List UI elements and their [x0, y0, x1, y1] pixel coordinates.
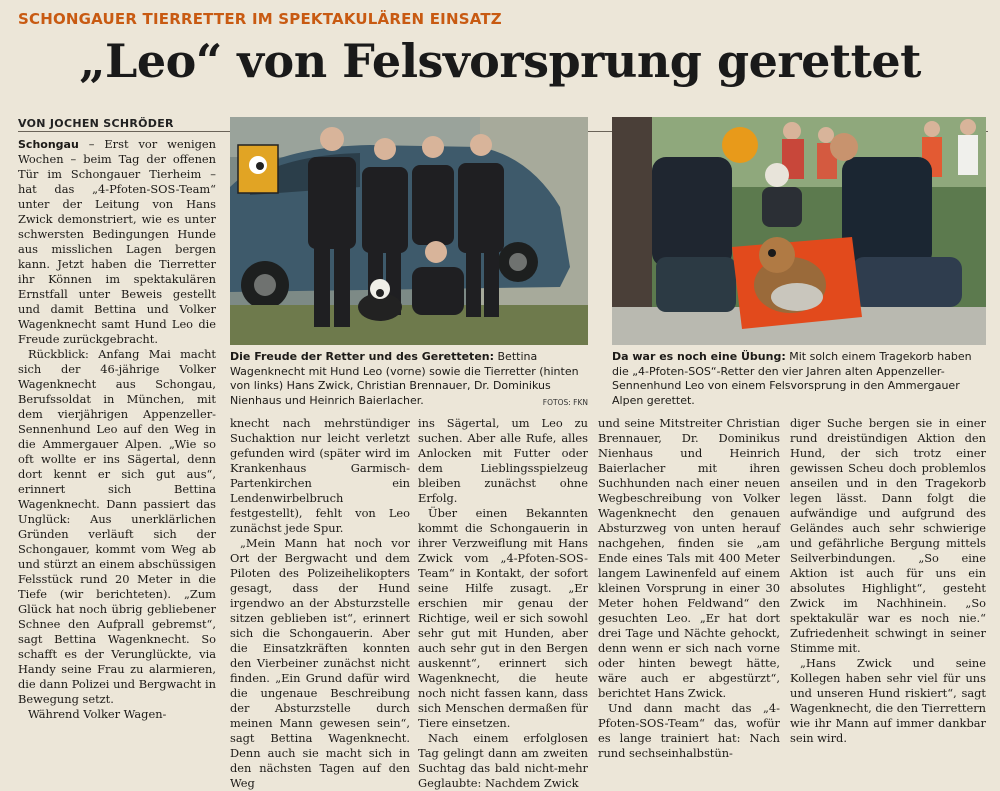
photo1-caption	[230, 350, 588, 408]
photo-rescuers-group	[230, 117, 588, 345]
photo1-caption-text: Bettina Wagenknecht mit Hund Leo (vorne) sowie die Tierretter (hinten von links) Hans Zwick, Christian Brennauer, Dr. Dominikus Nienhaus und Heinrich Baierlacher.	[230, 350, 579, 407]
paragraph	[18, 137, 216, 347]
paragraph-text: – Erst vor wenigen Wochen – beim Tag der offenen Tür im Schongauer Tierheim – hat das „4-Pfoten-SOS-Team“ unter der Leitung von Hans Zwick demonstriert, wie es unter schwersten Bedingungen Hunde aus misslichen Lagen bergen kann. Jetzt haben die Tierretter ihr Können im spektakulären Ernstfall unter Beweis gestellt und damit Bettina und Volker Wagenknecht samt Hund Leo die Freude zurückgebracht.	[18, 137, 216, 346]
paragraph: Rückblick: Anfang Mai macht sich der 46-jährige Volker Wagenknecht aus Schongau, Berufssoldat in München, mit dem vierjährigen Appenzeller-Sennenhund Leo auf den Weg in die Ammergauer Alpen. „Wie so oft wollte er ins Sägertal, denn dort kennt er sich gut aus“, erinnert sich Bettina Wagenknecht. Dann passiert das Unglück: Aus unerklärlichen Gründen verläuft sich der Schongauer, kommt vom Weg ab und stürzt an einem abschüssigen Felsstück rund 20 Meter in die Tiefe (wir berichteten). „Zum Glück hat noch übrig gebliebener Schnee den Aufprall gebremst“, sagt Bettina Wagenknecht. So schafft es der Verunglückte, via Handy seine Frau zu alarmieren, die dann Polizei und Bergwacht in Bewegung setzt.	[18, 347, 216, 706]
paragraph: „Hans Zwick und seine Kollegen haben sehr viel für uns und unseren Hund riskiert“, sagt Wagenknecht, die den Tierrettern wie ihr Mann auf immer dankbar sein wird.	[790, 656, 986, 745]
article-column-4	[598, 416, 780, 766]
article-column-2	[230, 416, 410, 790]
paragraph: und seine Mitstreiter Christian Brennauer, Dr. Dominikus Nienhaus und Heinrich Baierlacher mit ihren Suchhunden nach einer neuen Wegbeschreibung von Volker Wagenknecht den genauen Absturzweg von unten herauf nachgehen, finden sie „am Ende eines Tals mit 400 Meter langem Lawinenfeld auf einem kleinen Vorsprung in einer 30 Meter hohen Feldwand“ den gesuchten Leo. „Er hat dort drei Tage und Nächte gehockt, denn wenn er sich nach vorne oder hinten bewegt hätte, wäre auch er abgestürzt“, berichtet Hans Zwick.	[598, 416, 780, 700]
article-column-1	[18, 137, 216, 767]
paragraph: knecht nach mehrstündiger Suchaktion nur leicht verletzt gefunden wird (später wird im Krankenhaus Garmisch-Partenkirchen ein Lendenwirbelbruch festgestellt), fehlt von Leo zunächst jede Spur.	[230, 416, 410, 535]
photo2-caption-lead: Da war es noch eine Übung:	[612, 350, 786, 363]
headline: „Leo“ von Felsvorsprung gerettet	[79, 34, 921, 88]
paragraph: Über einen Bekannten kommt die Schongauerin in ihrer Verzweiflung mit Hans Zwick vom „4-Pfoten-SOS-Team“ in Kontakt, der sofort seine Hilfe zusagt. „Er erschien mir genau der Richtige, weil er sich sowohl sehr gut mit Hunden, aber auch sehr gut in den Bergen auskennt“, erinnert sich Wagenknecht, die heute noch nicht fassen kann, dass sich Menschen dermaßen für Tiere einsetzen.	[418, 506, 588, 730]
photo-rescue-exercise	[612, 117, 986, 345]
dateline: Schongau	[18, 138, 79, 151]
kicker: SCHONGAUER TIERRETTER IM SPEKTAKULÄREN EINSATZ	[18, 10, 502, 28]
byline: VON JOCHEN SCHRÖDER	[18, 117, 174, 130]
paragraph: ins Sägertal, um Leo zu suchen. Aber alle Rufe, alles Anlocken mit Futter oder dem Lieblingsspielzeug bleiben zunächst ohne Erfolg.	[418, 416, 588, 505]
paragraph: Während Volker Wagen-	[28, 707, 167, 721]
paragraph: diger Suche bergen sie in einer rund dreistündigen Aktion den Hund, der sich trotz einer gewissen Scheu doch problemlos anseilen und in den Tragekorb legen lässt. Dann folgt die aufwändige und aufgrund des Geländes auch sehr schwierige und gefährliche Bergung mittels Seilverbindungen. „So eine Aktion ist auch für uns ein absolutes Highlight“, gesteht Zwick im Nachhinein. „So spektakulär war es noch nie.“ Zufriedenheit schwingt in seiner Stimme mit.	[790, 416, 986, 655]
photo-credit: FOTOS: FKN	[542, 398, 588, 407]
paragraph: „Mein Mann hat noch vor Ort der Bergwacht und dem Piloten des Polizeihelikopters gesagt, dass der Hund irgendwo an der Absturzstelle sitzen geblieben ist“, erinnert sich die Schongauerin. Aber die Einsatzkräften konnten den Vierbeiner zunächst nicht finden. „Ein Grund dafür wird die ungenaue Beschreibung der Absturzstelle durch meinen Mann gewesen sein“, sagt Bettina Wagenknecht. Denn auch sie macht sich in den nächsten Tagen auf den Weg	[230, 536, 410, 790]
article-column-3	[418, 416, 588, 790]
photo1-caption-lead: Die Freude der Retter und des Geretteten:	[230, 350, 495, 363]
photo2-caption-text: Mit solch einem Tragekorb haben die „4-Pfoten-SOS“-Retter den vier Jahren alten Appenzeller-Sennenhund Leo von einem Felsvorsprung in den Ammergauer Alpen gerettet.	[612, 350, 972, 407]
paragraph: Nach einem erfolglosen Tag gelingt dann am zweiten Suchtag das bald nicht-mehr Geglaubte: Nachdem Zwick	[418, 731, 588, 790]
article-column-5	[790, 416, 986, 766]
photo2-caption	[612, 350, 986, 408]
paragraph: Und dann macht das „4-Pfoten-SOS-Team“ das, wofür es lange trainiert hat: Nach rund sechseinhalbstün-	[598, 701, 780, 760]
